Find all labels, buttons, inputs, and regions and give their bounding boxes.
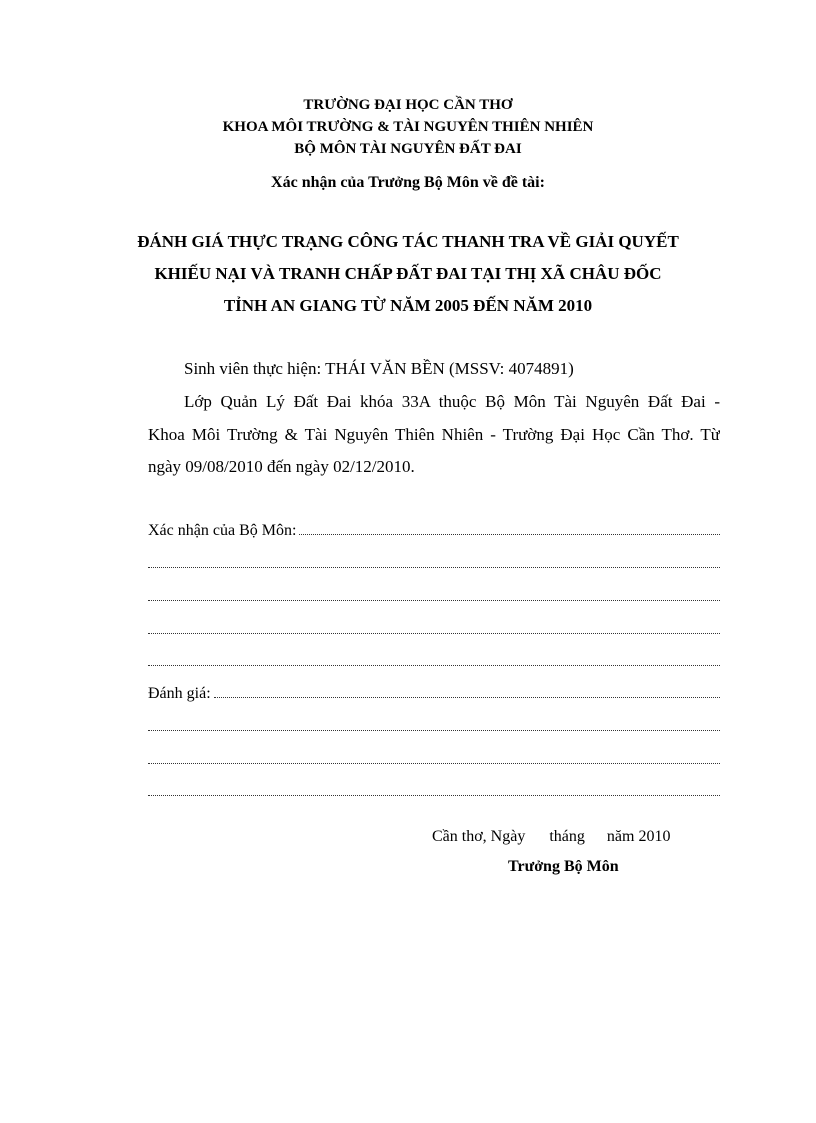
department-confirmation-line[interactable] [148, 651, 720, 673]
signature-year: năm 2010 [606, 828, 671, 845]
department-confirmation-label: Xác nhận của Bộ Môn: [148, 522, 297, 539]
faculty-name: KHOA MÔI TRƯỜNG & TÀI NGUYÊN THIÊN NHIÊN [222, 119, 594, 135]
dotted-line [148, 586, 720, 601]
department-confirmation-line[interactable] [148, 553, 720, 575]
evaluation-line[interactable] [148, 749, 720, 771]
thesis-title-line-1: ĐÁNH GIÁ THỰC TRẠNG CÔNG TÁC THANH TRA VỀ GIẢI QUYẾT [137, 232, 679, 251]
dotted-line [148, 749, 720, 764]
confirmation-heading: Xác nhận của Trưởng Bộ Môn về đề tài: [271, 174, 545, 191]
dotted-line [148, 716, 720, 731]
department-confirmation-field[interactable] [148, 520, 720, 542]
signature-date [432, 828, 670, 846]
dotted-line [148, 651, 720, 666]
thesis-title-line-3: TỈNH AN GIANG TỪ NĂM 2005 ĐẾN NĂM 2010 [223, 296, 593, 315]
evaluation-label: Đánh giá: [148, 685, 211, 702]
dotted-line [148, 619, 720, 634]
dotted-line [299, 520, 720, 535]
dotted-line [214, 683, 720, 698]
department-confirmation-line[interactable] [148, 586, 720, 608]
class-info-line-3: ngày 09/08/2010 đến ngày 02/12/2010. [148, 457, 415, 476]
signature-place-date: Cần thơ, Ngày [432, 828, 526, 845]
class-info-line-1: Lớp Quản Lý Đất Đai khóa 33A thuộc Bộ Môn Tài Nguyên Đất Đai - [184, 392, 720, 411]
dotted-line [148, 781, 720, 796]
evaluation-line[interactable] [148, 716, 720, 738]
evaluation-line[interactable] [148, 781, 720, 803]
student-info: Sinh viên thực hiện: THÁI VĂN BỀN (MSSV: 4074891) [184, 359, 574, 378]
department-confirmation-line[interactable] [148, 619, 720, 641]
signature-month: tháng [549, 828, 585, 845]
class-info-line-2: Khoa Môi Trường & Tài Nguyên Thiên Nhiên - Trường Đại Học Cần Thơ. Từ [148, 425, 720, 444]
thesis-title-line-2: KHIẾU NẠI VÀ TRANH CHẤP ĐẤT ĐAI TẠI THỊ XÃ CHÂU ĐỐC [154, 264, 662, 283]
evaluation-field[interactable] [148, 683, 720, 705]
dotted-line [148, 553, 720, 568]
university-name: TRƯỜNG ĐẠI HỌC CẦN THƠ [303, 97, 513, 113]
signature-title: Trưởng Bộ Môn [508, 858, 619, 875]
department-name: BỘ MÔN TÀI NGUYÊN ĐẤT ĐAI [294, 141, 522, 157]
